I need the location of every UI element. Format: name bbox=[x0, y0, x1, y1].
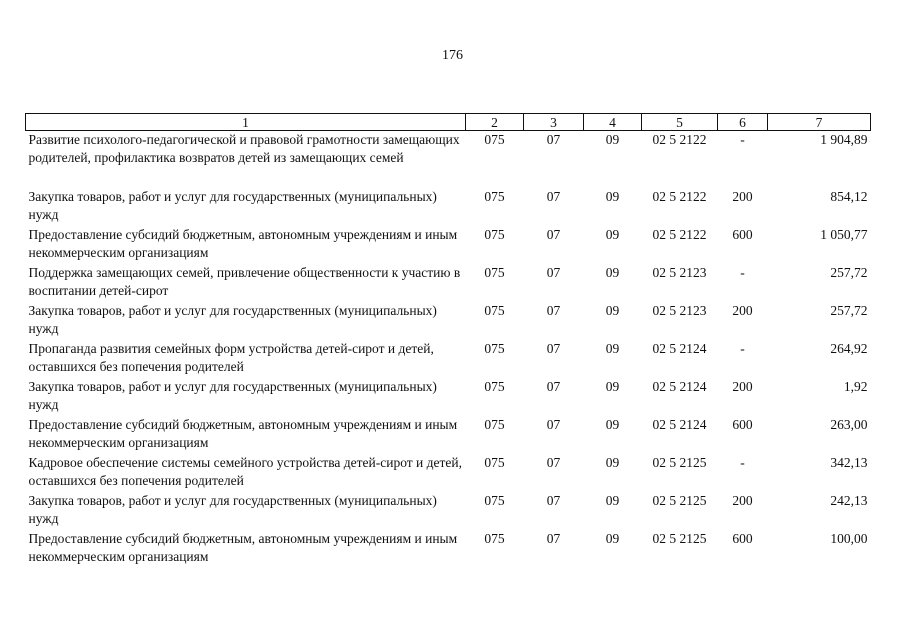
row-subsection-code: 09 bbox=[605, 189, 620, 204]
row-subsection-code: 09 bbox=[605, 227, 620, 242]
row-target-code: 02 5 2124 bbox=[652, 417, 707, 432]
row-target-code: 02 5 2124 bbox=[652, 341, 707, 356]
row-target-code: 02 5 2122 bbox=[652, 227, 707, 242]
row-expense-type: 600 bbox=[732, 417, 753, 432]
row-expense-type: - bbox=[740, 265, 745, 280]
row-amount: 257,72 bbox=[830, 303, 868, 318]
row-description: Кадровое обеспечение системы семейного устройства детей-сирот и детей, оставшихся без попечения родителей bbox=[28, 455, 463, 488]
row-ministry-code: 075 bbox=[484, 303, 505, 318]
row-subsection-code: 09 bbox=[605, 341, 620, 356]
row-section-code: 07 bbox=[546, 303, 561, 318]
row-subsection-code: 09 bbox=[605, 531, 620, 546]
row-subsection-code: 09 bbox=[605, 303, 620, 318]
row-section-code: 07 bbox=[546, 379, 561, 394]
column-header-2: 2 bbox=[466, 114, 524, 131]
row-description: Закупка товаров, работ и услуг для государственных (муниципальных) нужд bbox=[28, 493, 437, 526]
row-amount: 342,13 bbox=[830, 455, 868, 470]
row-subsection-code: 09 bbox=[605, 493, 620, 508]
row-expense-type: 200 bbox=[732, 379, 753, 394]
row-expense-type: - bbox=[740, 132, 745, 147]
column-header-7: 7 bbox=[768, 114, 871, 131]
column-header-1: 1 bbox=[26, 114, 466, 131]
row-ministry-code: 075 bbox=[484, 227, 505, 242]
row-expense-type: 600 bbox=[732, 531, 753, 546]
row-section-code: 07 bbox=[546, 132, 561, 147]
row-target-code: 02 5 2125 bbox=[652, 493, 707, 508]
row-subsection-code: 09 bbox=[605, 132, 620, 147]
row-expense-type: 200 bbox=[732, 493, 753, 508]
table-row bbox=[26, 131, 871, 189]
row-amount: 100,00 bbox=[830, 531, 868, 546]
row-amount: 263,00 bbox=[830, 417, 868, 432]
row-target-code: 02 5 2124 bbox=[652, 379, 707, 394]
row-section-code: 07 bbox=[546, 455, 561, 470]
column-header-3: 3 bbox=[524, 114, 584, 131]
table-row bbox=[26, 340, 871, 378]
row-section-code: 07 bbox=[546, 227, 561, 242]
row-expense-type: 200 bbox=[732, 303, 753, 318]
table-row bbox=[26, 530, 871, 568]
table-row bbox=[26, 378, 871, 416]
row-ministry-code: 075 bbox=[484, 455, 505, 470]
row-expense-type: 600 bbox=[732, 227, 753, 242]
row-target-code: 02 5 2122 bbox=[652, 132, 707, 147]
row-amount: 242,13 bbox=[830, 493, 868, 508]
row-section-code: 07 bbox=[546, 189, 561, 204]
row-amount: 1 050,77 bbox=[820, 227, 868, 242]
row-target-code: 02 5 2125 bbox=[652, 455, 707, 470]
table-row bbox=[26, 226, 871, 264]
row-description: Закупка товаров, работ и услуг для государственных (муниципальных) нужд bbox=[28, 303, 437, 336]
row-ministry-code: 075 bbox=[484, 189, 505, 204]
row-expense-type: 200 bbox=[732, 189, 753, 204]
row-ministry-code: 075 bbox=[484, 341, 505, 356]
row-ministry-code: 075 bbox=[484, 132, 505, 147]
table-row bbox=[26, 302, 871, 340]
row-expense-type: - bbox=[740, 455, 745, 470]
column-header-4: 4 bbox=[584, 114, 642, 131]
column-header-6: 6 bbox=[718, 114, 768, 131]
row-expense-type: - bbox=[740, 341, 745, 356]
row-target-code: 02 5 2122 bbox=[652, 189, 707, 204]
page-number: 176 bbox=[442, 48, 463, 63]
row-description: Предоставление субсидий бюджетным, автономным учреждениям и иным некоммерческим организациям bbox=[28, 227, 458, 260]
row-section-code: 07 bbox=[546, 493, 561, 508]
row-subsection-code: 09 bbox=[605, 455, 620, 470]
row-ministry-code: 075 bbox=[484, 417, 505, 432]
row-description: Поддержка замещающих семей, привлечение общественности к участию в воспитании детей-сирот bbox=[28, 265, 461, 298]
row-subsection-code: 09 bbox=[605, 417, 620, 432]
row-target-code: 02 5 2125 bbox=[652, 531, 707, 546]
row-description: Развитие психолого-педагогической и правовой грамотности замещающих родителей, профилактика возвратов детей из замещающих семей bbox=[28, 132, 460, 165]
table-row bbox=[26, 416, 871, 454]
row-section-code: 07 bbox=[546, 417, 561, 432]
column-number-header-row bbox=[26, 114, 871, 131]
row-amount: 1 904,89 bbox=[820, 132, 868, 147]
table-row bbox=[26, 492, 871, 530]
row-description: Пропаганда развития семейных форм устройства детей-сирот и детей, оставшихся без попечения родителей bbox=[28, 341, 434, 374]
row-target-code: 02 5 2123 bbox=[652, 303, 707, 318]
row-target-code: 02 5 2123 bbox=[652, 265, 707, 280]
budget-table bbox=[25, 113, 871, 568]
row-amount: 854,12 bbox=[830, 189, 868, 204]
row-ministry-code: 075 bbox=[484, 265, 505, 280]
row-subsection-code: 09 bbox=[605, 265, 620, 280]
row-section-code: 07 bbox=[546, 265, 561, 280]
column-header-5: 5 bbox=[642, 114, 718, 131]
row-ministry-code: 075 bbox=[484, 379, 505, 394]
row-description: Предоставление субсидий бюджетным, автономным учреждениям и иным некоммерческим организациям bbox=[28, 417, 458, 450]
table-row bbox=[26, 454, 871, 492]
row-amount: 1,92 bbox=[843, 379, 868, 394]
row-amount: 264,92 bbox=[830, 341, 868, 356]
row-description: Закупка товаров, работ и услуг для государственных (муниципальных) нужд bbox=[28, 379, 437, 412]
row-section-code: 07 bbox=[546, 341, 561, 356]
table-row bbox=[26, 188, 871, 226]
row-ministry-code: 075 bbox=[484, 531, 505, 546]
row-section-code: 07 bbox=[546, 531, 561, 546]
table-row bbox=[26, 264, 871, 302]
row-amount: 257,72 bbox=[830, 265, 868, 280]
row-subsection-code: 09 bbox=[605, 379, 620, 394]
row-description: Закупка товаров, работ и услуг для государственных (муниципальных) нужд bbox=[28, 189, 437, 222]
row-description: Предоставление субсидий бюджетным, автономным учреждениям и иным некоммерческим организациям bbox=[28, 531, 458, 564]
row-ministry-code: 075 bbox=[484, 493, 505, 508]
